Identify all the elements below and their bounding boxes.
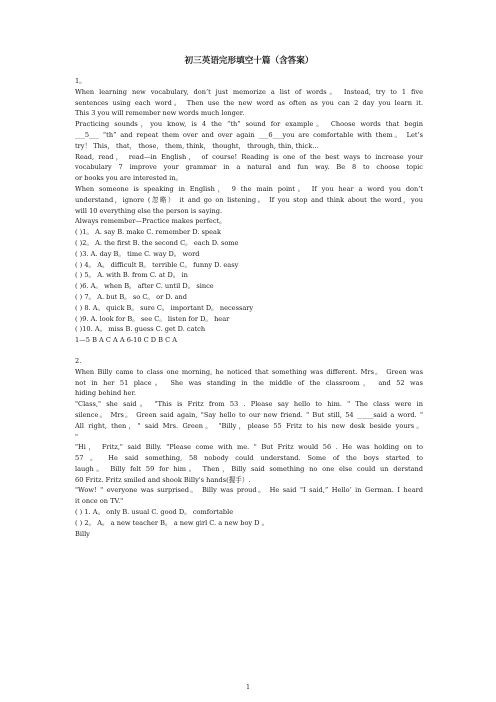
section-number: 2. [75, 356, 82, 365]
document-page [75, 54, 423, 539]
document-title: 初三英语完形填空十篇（含答案） [184, 56, 314, 66]
passage-line: vocabulary 7 improve your grammar in a natural and fun way. Be 8 to choose topic [75, 163, 423, 172]
question-line: ( ) 4。 A。 difficult B。 terrible C。 funny D. easy [75, 260, 239, 269]
question-line: ( )3. A. day B。 time C. way D。 word [75, 249, 200, 258]
passage-line: "Hi， Fritz," said Billy. "Please come with me. " But Fritz would 56 . He was holding on to [75, 443, 423, 452]
passage-line: ___5___ “th” and repeat them over and over again ___6___you are comfortable with them。 Let’s [75, 130, 423, 139]
passage-line: or books you are interested in。 [75, 174, 183, 183]
passage-line: sentences using each word。 Then use the new word as often as you can 2 day you learn it. [75, 98, 423, 107]
section-number: 1。 [75, 77, 86, 85]
passage-line: Always remember—Practice makes perfect。 [75, 217, 226, 226]
passage-line: it once on TV." [75, 497, 124, 506]
page-number: 1 [246, 684, 250, 691]
passage-line: When someone is speaking in English， 9 the main point。 If you hear a word you don’t [75, 184, 423, 193]
passage-line: 60 Fritz. Fritz smiled and shook Billy's hands(握手）. [75, 475, 251, 484]
question-line: ( ) 7。 A. but B。 so C。 or D. and [75, 292, 187, 301]
passage-line: This 3 you will remember new words much longer. [75, 109, 245, 118]
passage-line: laugh。 Billy felt 59 for him。 Then，Billy said something no one else could un derstand [75, 464, 423, 473]
question-line: ( ) 2。 A。 a new teacher B。 a new girl C. a new boy D 。 [75, 518, 269, 527]
passage-line: will 10 everything else the person is saying. [75, 206, 223, 215]
question-line: ( )10. A。 miss B. guess C. get D. catch [75, 325, 206, 334]
passage-line: hiding behind her. [75, 389, 136, 398]
question-line: ( ) 1. A。 only B. usual C. good D。 comfortable [75, 508, 234, 517]
section-2 [75, 356, 423, 540]
question-line: ( ) 8. A。 quick B。 sure C。 important D。 necessary [75, 303, 254, 312]
passage-line: " [75, 432, 79, 441]
question-line: ( )2。 A. the first B. the second C。 each D. some [75, 238, 239, 247]
passage-line: silence。 Mrs。 Green said again, "Say hello to our new friend. " But still, 54 _____said a word. " [75, 410, 423, 419]
passage-line: not in her 51 place。 She was standing in the middle of the classroom， and 52 was [75, 378, 423, 387]
passage-line: "Class," she said。 "This is Fritz from 53 . Please say hello to him. " The class were in [75, 400, 423, 409]
answer-key: 1—5 B A C A A 6-10 C D B C A [75, 336, 178, 345]
section-1 [75, 76, 423, 346]
passage-line: Practicing sounds，you know, is 4 the “th” sound for example。 Choose words that begin [75, 120, 423, 129]
question-line: ( )9. A. look for B。 see C。 listen for D。 hear [75, 314, 230, 323]
passage-line: 57 。 He said something, 58 nobody could understand. Some of the boys started to [75, 454, 423, 463]
passage-line: When Billy came to class one morning, he noticed that something was different. Mrs。 Green was [75, 367, 423, 376]
passage-line: All right, then，" said Mrs. Green。 "Billy，please 55 Fritz to his new desk beside yours。 [75, 421, 423, 430]
question-line: ( )1。 A. say B. make C. remember D. speak [75, 228, 221, 237]
question-line: ( )6. A。 when B。 after C. until D。 since [75, 282, 214, 291]
passage-line: try！ This， that， those， them, think， thought， through, thin, thick… [75, 141, 319, 150]
passage-line: "Wow! " everyone was surprised。 Billy was proud。 He said "I said,” Hello’ in German. I heard [75, 486, 423, 495]
passage-line: understand，ignore (忽略） it and go on listening。 If you stop and think about the word，you [75, 195, 423, 204]
question-line: Billy [75, 529, 90, 538]
passage-line: Read, read， read—in English， of course! Reading is one of the best ways to increase your [75, 152, 423, 161]
question-line: ( ) 5。 A. with B. from C. at D。 in [75, 271, 188, 280]
passage-line: When learning new vocabulary, don’t just memorize a list of words。 Instead, try to 1 five [75, 87, 423, 96]
